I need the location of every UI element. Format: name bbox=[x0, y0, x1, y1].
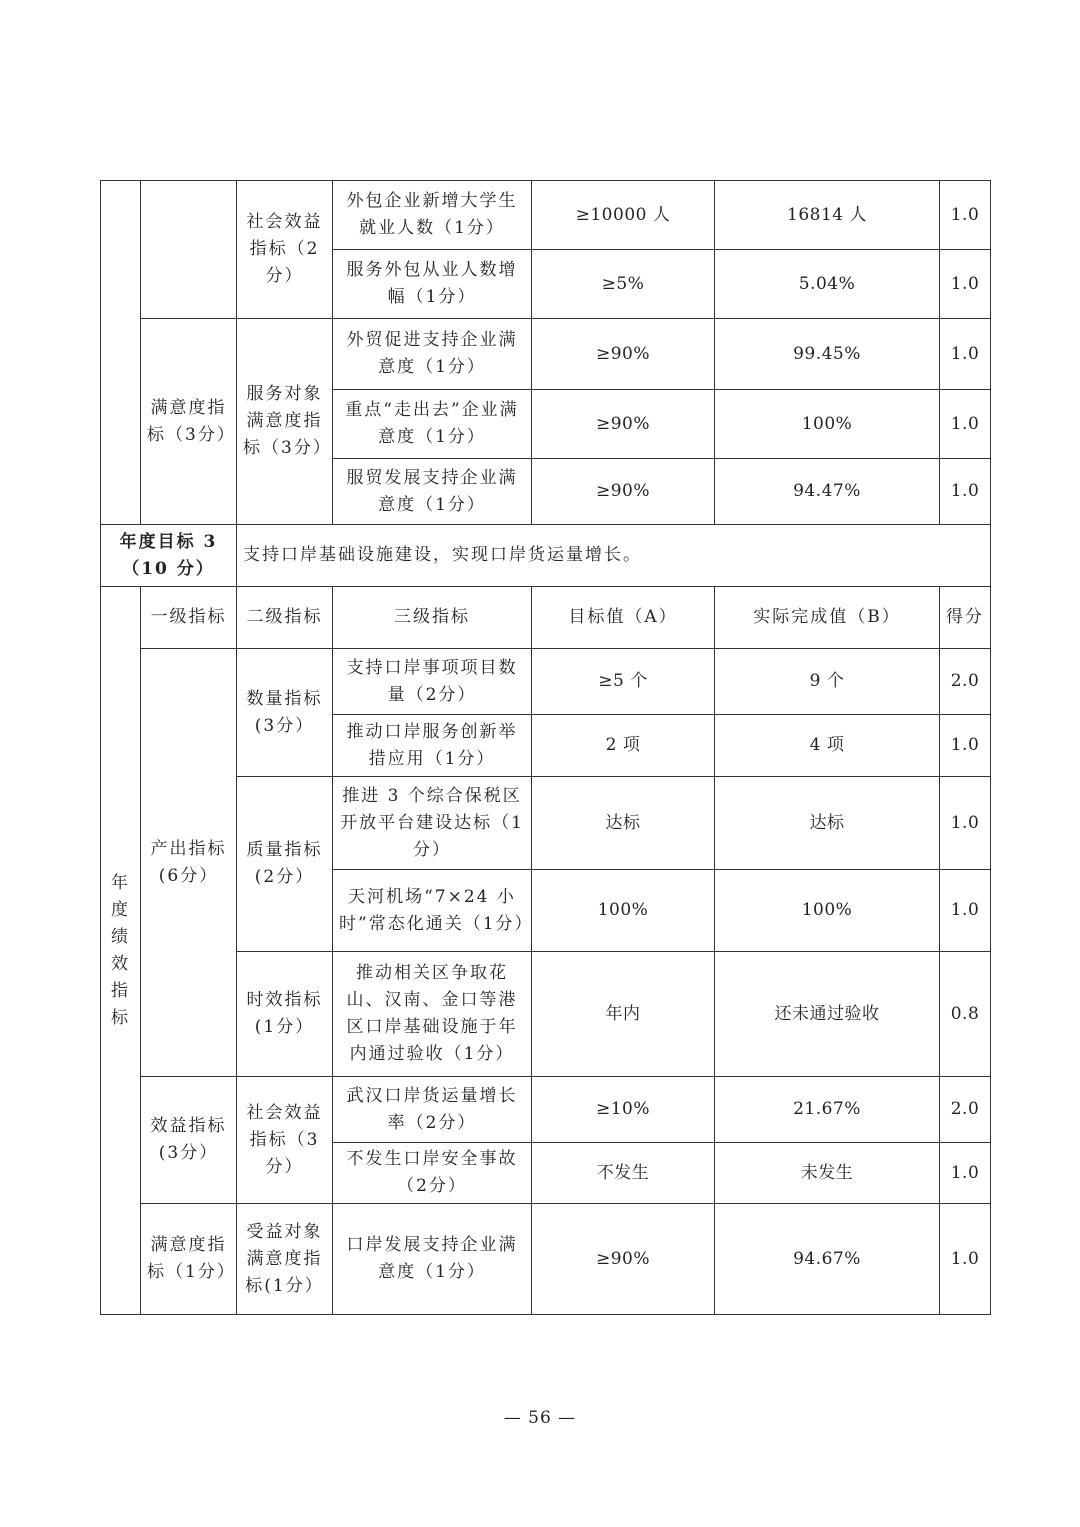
level3-cell: 外贸促进支持企业满意度（1分） bbox=[333, 319, 532, 390]
level2-cell: 受益对象满意度指标(1分） bbox=[237, 1204, 333, 1315]
actual-cell: 21.67% bbox=[715, 1077, 940, 1143]
header-row bbox=[101, 587, 991, 649]
target-cell: ≥5 个 bbox=[532, 649, 715, 715]
table-row bbox=[101, 1077, 991, 1143]
header-level2: 二级指标 bbox=[237, 587, 333, 649]
target-cell: ≥90% bbox=[532, 319, 715, 390]
score-cell: 1.0 bbox=[940, 777, 991, 870]
level2-cell: 社会效益指标（3分） bbox=[237, 1077, 333, 1204]
actual-cell: 4 项 bbox=[715, 715, 940, 777]
score-cell: 1.0 bbox=[940, 459, 991, 525]
level3-cell: 推动相关区争取花山、汉南、金口等港区口岸基础设施于年内通过验收（1分） bbox=[333, 952, 532, 1077]
side-label: 年度绩效指标 bbox=[101, 587, 141, 1315]
level2-cell: 社会效益指标（2分） bbox=[237, 181, 333, 319]
score-cell: 1.0 bbox=[940, 250, 991, 319]
level3-cell: 不发生口岸安全事故（2分） bbox=[333, 1143, 532, 1204]
score-cell: 1.0 bbox=[940, 390, 991, 459]
side-cell-empty bbox=[101, 181, 141, 525]
score-cell: 1.0 bbox=[940, 1143, 991, 1204]
level3-cell: 重点“走出去”企业满意度（1分） bbox=[333, 390, 532, 459]
header-level3: 三级指标 bbox=[333, 587, 532, 649]
score-cell: 2.0 bbox=[940, 1077, 991, 1143]
target-cell: ≥90% bbox=[532, 1204, 715, 1315]
actual-cell: 100% bbox=[715, 390, 940, 459]
page-number: — 56 — bbox=[503, 1408, 577, 1428]
goal-title: 年度目标 3（10 分） bbox=[101, 525, 237, 587]
header-actual: 实际完成值（B） bbox=[715, 587, 940, 649]
level3-cell: 支持口岸事项项目数量（2分） bbox=[333, 649, 532, 715]
actual-cell: 100% bbox=[715, 870, 940, 952]
actual-cell: 94.47% bbox=[715, 459, 940, 525]
actual-cell: 5.04% bbox=[715, 250, 940, 319]
target-cell: ≥90% bbox=[532, 459, 715, 525]
level1-cell: 满意度指标（1分） bbox=[141, 1204, 237, 1315]
score-cell: 2.0 bbox=[940, 649, 991, 715]
level2-cell: 时效指标(1分） bbox=[237, 952, 333, 1077]
actual-cell: 未发生 bbox=[715, 1143, 940, 1204]
target-cell: 2 项 bbox=[532, 715, 715, 777]
target-cell: 达标 bbox=[532, 777, 715, 870]
level1-cell: 满意度指标（3分） bbox=[141, 319, 237, 525]
level3-cell: 武汉口岸货运量增长率（2分） bbox=[333, 1077, 532, 1143]
target-cell: 100% bbox=[532, 870, 715, 952]
score-cell: 1.0 bbox=[940, 870, 991, 952]
goal-description: 支持口岸基础设施建设，实现口岸货运量增长。 bbox=[237, 525, 991, 587]
score-cell: 1.0 bbox=[940, 715, 991, 777]
score-cell: 1.0 bbox=[940, 1204, 991, 1315]
score-cell: 1.0 bbox=[940, 181, 991, 250]
actual-cell: 还未通过验收 bbox=[715, 952, 940, 1077]
level3-cell: 推动口岸服务创新举措应用（1分） bbox=[333, 715, 532, 777]
level3-cell: 外包企业新增大学生就业人数（1分） bbox=[333, 181, 532, 250]
performance-table bbox=[100, 180, 991, 1315]
goal-row bbox=[101, 525, 991, 587]
table-row bbox=[101, 1204, 991, 1315]
target-cell: ≥10% bbox=[532, 1077, 715, 1143]
level3-cell: 推进 3 个综合保税区开放平台建设达标（1分） bbox=[333, 777, 532, 870]
target-cell: 年内 bbox=[532, 952, 715, 1077]
table-row bbox=[101, 649, 991, 715]
level1-cell-empty bbox=[141, 181, 237, 319]
table-row bbox=[101, 181, 991, 250]
target-cell: ≥10000 人 bbox=[532, 181, 715, 250]
table-row bbox=[101, 319, 991, 390]
actual-cell: 99.45% bbox=[715, 319, 940, 390]
level3-cell: 天河机场“7×24 小时”常态化通关（1分） bbox=[333, 870, 532, 952]
actual-cell: 94.67% bbox=[715, 1204, 940, 1315]
header-target: 目标值（A） bbox=[532, 587, 715, 649]
target-cell: ≥90% bbox=[532, 390, 715, 459]
level2-cell: 质量指标(2分） bbox=[237, 777, 333, 952]
level2-cell: 服务对象满意度指标（3分） bbox=[237, 319, 333, 525]
level3-cell: 服务外包从业人数增幅（1分） bbox=[333, 250, 532, 319]
header-score: 得分 bbox=[940, 587, 991, 649]
level2-cell: 数量指标(3分） bbox=[237, 649, 333, 777]
actual-cell: 16814 人 bbox=[715, 181, 940, 250]
level3-cell: 服贸发展支持企业满意度（1分） bbox=[333, 459, 532, 525]
target-cell: 不发生 bbox=[532, 1143, 715, 1204]
level1-cell: 效益指标(3分） bbox=[141, 1077, 237, 1204]
level1-cell: 产出指标(6分） bbox=[141, 649, 237, 1077]
score-cell: 0.8 bbox=[940, 952, 991, 1077]
header-level1: 一级指标 bbox=[141, 587, 237, 649]
actual-cell: 9 个 bbox=[715, 649, 940, 715]
level3-cell: 口岸发展支持企业满意度（1分） bbox=[333, 1204, 532, 1315]
actual-cell: 达标 bbox=[715, 777, 940, 870]
score-cell: 1.0 bbox=[940, 319, 991, 390]
target-cell: ≥5% bbox=[532, 250, 715, 319]
